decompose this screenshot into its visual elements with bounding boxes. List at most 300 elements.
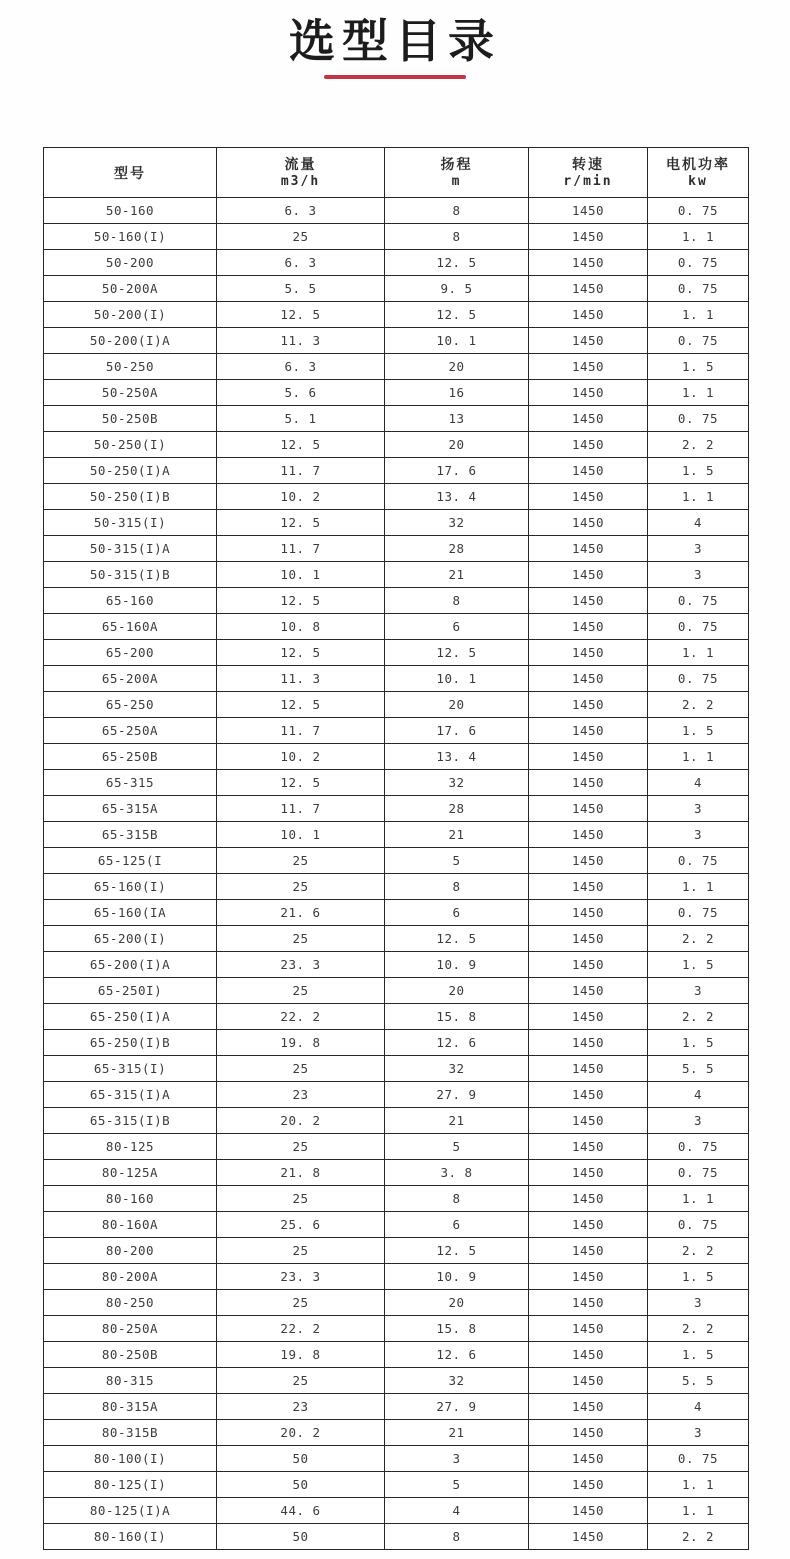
cell-head: 8 (385, 588, 529, 614)
cell-model: 80-250B (44, 1342, 217, 1368)
cell-model: 65-250(I)A (44, 1004, 217, 1030)
cell-flow: 25 (217, 1238, 385, 1264)
table-row (44, 1134, 749, 1160)
cell-speed: 1450 (529, 1056, 648, 1082)
cell-model: 65-250A (44, 718, 217, 744)
cell-power: 0. 75 (648, 1160, 749, 1186)
cell-flow: 50 (217, 1446, 385, 1472)
cell-power: 1. 5 (648, 1030, 749, 1056)
header-power-label: 电机功率 (666, 155, 730, 172)
cell-model: 50-250(I) (44, 432, 217, 458)
cell-head: 13 (385, 406, 529, 432)
cell-model: 50-200(I) (44, 302, 217, 328)
cell-speed: 1450 (529, 1186, 648, 1212)
cell-flow: 25 (217, 1186, 385, 1212)
cell-speed: 1450 (529, 640, 648, 666)
cell-head: 10. 9 (385, 1264, 529, 1290)
cell-head: 12. 5 (385, 926, 529, 952)
cell-speed: 1450 (529, 1316, 648, 1342)
table-row (44, 718, 749, 744)
cell-flow: 6. 3 (217, 198, 385, 224)
table-row (44, 1472, 749, 1498)
cell-power: 1. 1 (648, 224, 749, 250)
cell-speed: 1450 (529, 952, 648, 978)
header-head-label: 扬程 (440, 155, 473, 172)
cell-model: 65-200A (44, 666, 217, 692)
cell-model: 65-250 (44, 692, 217, 718)
cell-power: 0. 75 (648, 666, 749, 692)
cell-speed: 1450 (529, 380, 648, 406)
cell-head: 8 (385, 1186, 529, 1212)
cell-model: 80-315A (44, 1394, 217, 1420)
cell-power: 0. 75 (648, 406, 749, 432)
title-underline-divider (324, 75, 466, 79)
cell-model: 50-200 (44, 250, 217, 276)
cell-power: 4 (648, 1394, 749, 1420)
cell-power: 3 (648, 562, 749, 588)
table-row (44, 1160, 749, 1186)
cell-speed: 1450 (529, 874, 648, 900)
cell-speed: 1450 (529, 562, 648, 588)
table-row (44, 952, 749, 978)
cell-head: 6 (385, 614, 529, 640)
cell-flow: 20. 2 (217, 1108, 385, 1134)
table-row (44, 614, 749, 640)
cell-power: 0. 75 (648, 848, 749, 874)
cell-speed: 1450 (529, 432, 648, 458)
table-row (44, 900, 749, 926)
cell-speed: 1450 (529, 354, 648, 380)
cell-head: 32 (385, 1368, 529, 1394)
cell-flow: 12. 5 (217, 510, 385, 536)
table-row (44, 1264, 749, 1290)
cell-flow: 23 (217, 1394, 385, 1420)
cell-flow: 6. 3 (217, 250, 385, 276)
cell-speed: 1450 (529, 1394, 648, 1420)
cell-speed: 1450 (529, 224, 648, 250)
cell-head: 12. 5 (385, 1238, 529, 1264)
cell-speed: 1450 (529, 1420, 648, 1446)
cell-power: 3 (648, 978, 749, 1004)
cell-model: 65-315A (44, 796, 217, 822)
table-row (44, 796, 749, 822)
cell-power: 3 (648, 796, 749, 822)
header-flow (217, 148, 385, 198)
cell-flow: 21. 8 (217, 1160, 385, 1186)
cell-model: 80-160(I) (44, 1524, 217, 1550)
cell-head: 10. 1 (385, 328, 529, 354)
cell-speed: 1450 (529, 770, 648, 796)
cell-flow: 12. 5 (217, 588, 385, 614)
cell-head: 28 (385, 536, 529, 562)
cell-head: 5 (385, 1472, 529, 1498)
cell-head: 20 (385, 1290, 529, 1316)
cell-power: 1. 1 (648, 744, 749, 770)
table-row (44, 484, 749, 510)
cell-model: 80-160 (44, 1186, 217, 1212)
cell-model: 65-315 (44, 770, 217, 796)
cell-speed: 1450 (529, 536, 648, 562)
cell-flow: 23 (217, 1082, 385, 1108)
cell-flow: 19. 8 (217, 1030, 385, 1056)
cell-head: 20 (385, 692, 529, 718)
cell-head: 27. 9 (385, 1082, 529, 1108)
table-row (44, 666, 749, 692)
cell-speed: 1450 (529, 822, 648, 848)
cell-model: 50-315(I)B (44, 562, 217, 588)
table-row (44, 1186, 749, 1212)
cell-flow: 22. 2 (217, 1004, 385, 1030)
cell-head: 12. 6 (385, 1030, 529, 1056)
cell-head: 21 (385, 822, 529, 848)
cell-head: 6 (385, 1212, 529, 1238)
cell-flow: 11. 3 (217, 328, 385, 354)
cell-speed: 1450 (529, 406, 648, 432)
cell-power: 0. 75 (648, 1134, 749, 1160)
header-speed-unit: r/min (563, 173, 613, 189)
cell-power: 1. 1 (648, 1498, 749, 1524)
cell-model: 65-125(I (44, 848, 217, 874)
cell-head: 28 (385, 796, 529, 822)
cell-model: 50-200A (44, 276, 217, 302)
table-row (44, 1238, 749, 1264)
cell-power: 0. 75 (648, 1212, 749, 1238)
cell-power: 0. 75 (648, 900, 749, 926)
header-speed (529, 148, 648, 198)
cell-flow: 5. 6 (217, 380, 385, 406)
cell-power: 3 (648, 536, 749, 562)
cell-head: 15. 8 (385, 1004, 529, 1030)
cell-power: 5. 5 (648, 1056, 749, 1082)
table-body (44, 198, 749, 1550)
cell-speed: 1450 (529, 926, 648, 952)
cell-head: 5 (385, 1134, 529, 1160)
cell-head: 8 (385, 874, 529, 900)
cell-power: 2. 2 (648, 692, 749, 718)
table-row (44, 1108, 749, 1134)
table-row (44, 406, 749, 432)
cell-model: 65-250I) (44, 978, 217, 1004)
cell-flow: 25 (217, 874, 385, 900)
cell-head: 8 (385, 224, 529, 250)
cell-head: 12. 5 (385, 250, 529, 276)
cell-speed: 1450 (529, 1030, 648, 1056)
cell-head: 32 (385, 1056, 529, 1082)
cell-head: 10. 1 (385, 666, 529, 692)
cell-speed: 1450 (529, 1472, 648, 1498)
cell-speed: 1450 (529, 692, 648, 718)
cell-speed: 1450 (529, 1212, 648, 1238)
table-row (44, 1446, 749, 1472)
table-row (44, 848, 749, 874)
cell-power: 4 (648, 510, 749, 536)
cell-flow: 5. 1 (217, 406, 385, 432)
cell-power: 2. 2 (648, 926, 749, 952)
header-head-unit: m (451, 173, 462, 189)
cell-speed: 1450 (529, 1238, 648, 1264)
table-row (44, 1290, 749, 1316)
cell-speed: 1450 (529, 1498, 648, 1524)
cell-flow: 25 (217, 224, 385, 250)
cell-flow: 12. 5 (217, 432, 385, 458)
cell-power: 2. 2 (648, 1524, 749, 1550)
table-row (44, 588, 749, 614)
cell-model: 65-160 (44, 588, 217, 614)
cell-speed: 1450 (529, 718, 648, 744)
cell-model: 50-250B (44, 406, 217, 432)
table-row (44, 458, 749, 484)
table-row (44, 1212, 749, 1238)
table-row (44, 380, 749, 406)
cell-model: 50-250(I)B (44, 484, 217, 510)
table-row (44, 432, 749, 458)
cell-flow: 23. 3 (217, 952, 385, 978)
cell-speed: 1450 (529, 302, 648, 328)
cell-speed: 1450 (529, 510, 648, 536)
cell-head: 10. 9 (385, 952, 529, 978)
table-row (44, 1056, 749, 1082)
cell-speed: 1450 (529, 1368, 648, 1394)
table-row (44, 1030, 749, 1056)
cell-model: 65-315(I) (44, 1056, 217, 1082)
cell-model: 80-250 (44, 1290, 217, 1316)
cell-head: 8 (385, 198, 529, 224)
cell-power: 0. 75 (648, 588, 749, 614)
cell-head: 3 (385, 1446, 529, 1472)
cell-power: 5. 5 (648, 1368, 749, 1394)
cell-speed: 1450 (529, 744, 648, 770)
cell-power: 1. 5 (648, 718, 749, 744)
cell-speed: 1450 (529, 1108, 648, 1134)
table-row (44, 302, 749, 328)
table-row (44, 328, 749, 354)
table-row (44, 770, 749, 796)
table-row (44, 1368, 749, 1394)
cell-power: 0. 75 (648, 250, 749, 276)
cell-head: 21 (385, 562, 529, 588)
table-row (44, 250, 749, 276)
cell-head: 6 (385, 900, 529, 926)
cell-power: 1. 1 (648, 874, 749, 900)
cell-model: 50-160 (44, 198, 217, 224)
table-row (44, 354, 749, 380)
cell-model: 80-160A (44, 1212, 217, 1238)
cell-model: 80-125(I)A (44, 1498, 217, 1524)
title-section (0, 0, 790, 79)
table-row (44, 1524, 749, 1550)
pump-selection-table (43, 147, 749, 1550)
cell-model: 50-200(I)A (44, 328, 217, 354)
cell-head: 3. 8 (385, 1160, 529, 1186)
table-row (44, 1420, 749, 1446)
cell-power: 3 (648, 822, 749, 848)
header-flow-unit: m3/h (280, 173, 321, 189)
cell-flow: 44. 6 (217, 1498, 385, 1524)
cell-power: 0. 75 (648, 328, 749, 354)
cell-flow: 5. 5 (217, 276, 385, 302)
cell-model: 80-315B (44, 1420, 217, 1446)
cell-flow: 25 (217, 1368, 385, 1394)
cell-model: 65-200(I) (44, 926, 217, 952)
cell-model: 65-315(I)B (44, 1108, 217, 1134)
cell-power: 0. 75 (648, 276, 749, 302)
header-flow-label: 流量 (284, 155, 317, 172)
table-row (44, 198, 749, 224)
cell-flow: 25 (217, 1056, 385, 1082)
cell-model: 50-315(I) (44, 510, 217, 536)
header-power-unit: kw (688, 173, 708, 189)
table-row (44, 874, 749, 900)
cell-power: 2. 2 (648, 432, 749, 458)
cell-power: 0. 75 (648, 198, 749, 224)
cell-flow: 25 (217, 978, 385, 1004)
table-row (44, 1498, 749, 1524)
cell-power: 0. 75 (648, 1446, 749, 1472)
cell-speed: 1450 (529, 978, 648, 1004)
header-speed-label: 转速 (572, 155, 604, 172)
cell-head: 9. 5 (385, 276, 529, 302)
cell-head: 17. 6 (385, 718, 529, 744)
table-row (44, 510, 749, 536)
cell-power: 3 (648, 1108, 749, 1134)
cell-flow: 19. 8 (217, 1342, 385, 1368)
cell-speed: 1450 (529, 1160, 648, 1186)
cell-speed: 1450 (529, 250, 648, 276)
cell-power: 1. 5 (648, 354, 749, 380)
cell-flow: 21. 6 (217, 900, 385, 926)
header-power (648, 148, 749, 198)
cell-flow: 6. 3 (217, 354, 385, 380)
table-row (44, 276, 749, 302)
selection-table-container (43, 147, 748, 1550)
cell-head: 20 (385, 354, 529, 380)
header-model-label: 型号 (114, 164, 146, 181)
cell-head: 21 (385, 1108, 529, 1134)
cell-model: 50-250 (44, 354, 217, 380)
cell-head: 15. 8 (385, 1316, 529, 1342)
cell-power: 3 (648, 1290, 749, 1316)
cell-model: 50-160(I) (44, 224, 217, 250)
page-title: 选型目录 (289, 15, 501, 67)
cell-power: 1. 5 (648, 458, 749, 484)
cell-model: 80-200A (44, 1264, 217, 1290)
cell-speed: 1450 (529, 1004, 648, 1030)
cell-model: 80-200 (44, 1238, 217, 1264)
cell-head: 5 (385, 848, 529, 874)
table-row (44, 926, 749, 952)
table-header-row (44, 148, 749, 198)
cell-power: 1. 1 (648, 1186, 749, 1212)
table-row (44, 1004, 749, 1030)
cell-flow: 25. 6 (217, 1212, 385, 1238)
cell-power: 1. 5 (648, 1342, 749, 1368)
cell-flow: 11. 7 (217, 536, 385, 562)
cell-head: 4 (385, 1498, 529, 1524)
cell-model: 65-315(I)A (44, 1082, 217, 1108)
cell-flow: 10. 2 (217, 744, 385, 770)
cell-model: 50-250(I)A (44, 458, 217, 484)
cell-head: 17. 6 (385, 458, 529, 484)
cell-head: 20 (385, 978, 529, 1004)
cell-model: 65-250B (44, 744, 217, 770)
table-row (44, 744, 749, 770)
cell-model: 65-200(I)A (44, 952, 217, 978)
cell-model: 80-125(I) (44, 1472, 217, 1498)
cell-model: 80-250A (44, 1316, 217, 1342)
header-model (44, 148, 217, 198)
table-row (44, 978, 749, 1004)
cell-power: 1. 5 (648, 1264, 749, 1290)
cell-flow: 11. 7 (217, 796, 385, 822)
cell-model: 80-125 (44, 1134, 217, 1160)
cell-head: 12. 6 (385, 1342, 529, 1368)
cell-power: 1. 1 (648, 302, 749, 328)
cell-model: 50-250A (44, 380, 217, 406)
cell-power: 3 (648, 1420, 749, 1446)
table-row (44, 1342, 749, 1368)
cell-flow: 22. 2 (217, 1316, 385, 1342)
cell-power: 1. 1 (648, 380, 749, 406)
cell-flow: 25 (217, 848, 385, 874)
cell-speed: 1450 (529, 1134, 648, 1160)
cell-head: 32 (385, 510, 529, 536)
cell-power: 2. 2 (648, 1004, 749, 1030)
cell-model: 50-315(I)A (44, 536, 217, 562)
cell-speed: 1450 (529, 484, 648, 510)
cell-model: 80-100(I) (44, 1446, 217, 1472)
cell-power: 1. 1 (648, 1472, 749, 1498)
cell-speed: 1450 (529, 458, 648, 484)
table-row (44, 224, 749, 250)
cell-flow: 10. 2 (217, 484, 385, 510)
cell-speed: 1450 (529, 796, 648, 822)
cell-flow: 20. 2 (217, 1420, 385, 1446)
cell-flow: 12. 5 (217, 770, 385, 796)
cell-speed: 1450 (529, 1082, 648, 1108)
cell-model: 80-125A (44, 1160, 217, 1186)
cell-power: 4 (648, 1082, 749, 1108)
cell-model: 65-160(I) (44, 874, 217, 900)
cell-head: 8 (385, 1524, 529, 1550)
cell-flow: 25 (217, 926, 385, 952)
cell-model: 65-160(IA (44, 900, 217, 926)
cell-head: 27. 9 (385, 1394, 529, 1420)
cell-flow: 25 (217, 1290, 385, 1316)
cell-flow: 11. 7 (217, 718, 385, 744)
cell-speed: 1450 (529, 198, 648, 224)
table-row (44, 822, 749, 848)
cell-head: 21 (385, 1420, 529, 1446)
cell-speed: 1450 (529, 900, 648, 926)
cell-flow: 12. 5 (217, 302, 385, 328)
table-row (44, 562, 749, 588)
table-row (44, 536, 749, 562)
cell-flow: 23. 3 (217, 1264, 385, 1290)
cell-model: 65-250(I)B (44, 1030, 217, 1056)
cell-model: 80-315 (44, 1368, 217, 1394)
cell-speed: 1450 (529, 1446, 648, 1472)
cell-flow: 25 (217, 1134, 385, 1160)
cell-head: 16 (385, 380, 529, 406)
cell-head: 13. 4 (385, 744, 529, 770)
table-row (44, 640, 749, 666)
cell-power: 1. 5 (648, 952, 749, 978)
cell-flow: 12. 5 (217, 692, 385, 718)
cell-power: 0. 75 (648, 614, 749, 640)
cell-speed: 1450 (529, 614, 648, 640)
cell-flow: 11. 3 (217, 666, 385, 692)
cell-head: 12. 5 (385, 640, 529, 666)
